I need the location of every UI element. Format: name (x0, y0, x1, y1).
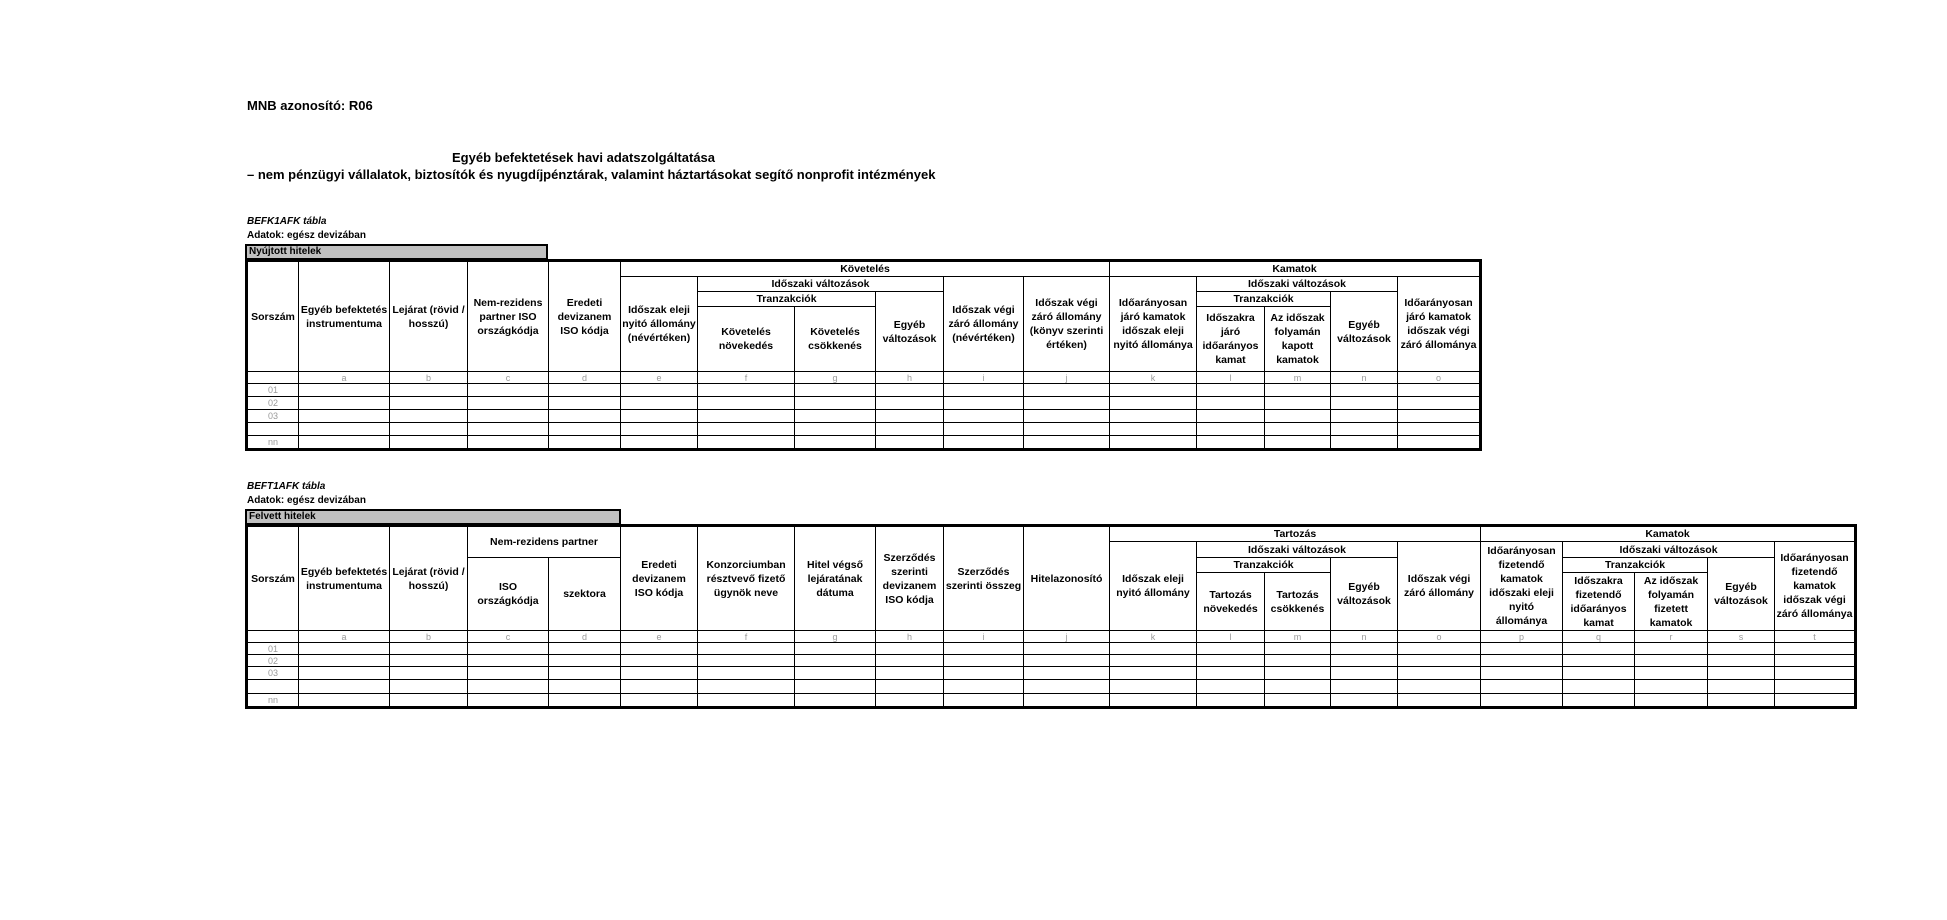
t1-h-csokk: Követelés csökkenés (795, 307, 876, 372)
row-number (247, 680, 299, 694)
t1-h-lejarat: Lejárat (rövid / hosszú) (390, 261, 468, 372)
t2-h-szerz-osszeg: Szerződés szerinti összeg (944, 526, 1024, 631)
table1-label: Nyújtott hitelek (245, 244, 548, 260)
table1-grid (245, 259, 1482, 451)
t1-code-empty (247, 372, 299, 384)
t2-code-cell: d (549, 631, 621, 643)
t1-h-idoszaki: Időszaki változások (698, 277, 944, 292)
t2-h-tartozas: Tartozás (1110, 526, 1481, 542)
row-number: 02 (247, 397, 299, 410)
t2-h-szerz-deviza: Szerződés szerinti devizanem ISO kódja (876, 526, 944, 631)
t2-code-cell: h (876, 631, 944, 643)
t1-h-kamatok: Kamatok (1110, 261, 1481, 277)
t1-h-nyito: Időszak eleji nyitó állomány (névértéken) (621, 277, 698, 372)
t2-h-deviza: Eredeti devizanem ISO kódja (621, 526, 698, 631)
t1-h-kovetel: Követelés (621, 261, 1110, 277)
t2-code-cell: c (468, 631, 549, 643)
row-number: 03 (247, 410, 299, 423)
t1-h-deviza: Eredeti devizanem ISO kódja (549, 261, 621, 372)
t1-code-cell: a (299, 372, 390, 384)
table2-grid (245, 524, 1857, 709)
t1-h-zaro-konyv: Időszak végi záró állomány (könyv szerinti értéken) (1024, 277, 1110, 372)
t2-code-row (247, 631, 1856, 643)
t1-code-cell: m (1265, 372, 1331, 384)
t2-code-cell: t (1775, 631, 1856, 643)
table2-subtitle: Adatok: egész devizában (247, 495, 366, 506)
table-row (247, 410, 1481, 423)
table1-subtitle: Adatok: egész devizában (247, 230, 366, 241)
t1-code-cell: f (698, 372, 795, 384)
row-number (247, 423, 299, 436)
table1-name: BEFK1AFK tábla (247, 216, 327, 227)
t1-code-cell: c (468, 372, 549, 384)
t1-h-kam-kapott: Az időszak folyamán kapott kamatok (1265, 307, 1331, 372)
t2-code-empty (247, 631, 299, 643)
t2-code-cell: r (1635, 631, 1708, 643)
t2-h-idoszaki: Időszaki változások (1197, 542, 1398, 558)
row-number: nn (247, 436, 299, 450)
t2-code-cell: p (1481, 631, 1563, 643)
t1-h-tranz: Tranzakciók (698, 292, 876, 307)
t2-h-kam-idoszaki: Időszaki változások (1563, 542, 1775, 558)
t1-code-cell: d (549, 372, 621, 384)
t2-h-kam-zaro: Időarányosan fizetendő kamatok időszak végi záró állománya (1775, 542, 1856, 631)
t2-h-zaro: Időszak végi záró állomány (1398, 542, 1481, 631)
t1-h-instrument: Egyéb befektetés instrumentuma (299, 261, 390, 372)
page-subtitle: – nem pénzügyi vállalatok, biztosítók és nyugdíjpénztárak, valamint háztartásokat segítő nonprofit intézmények (247, 167, 936, 182)
t1-code-cell: k (1110, 372, 1197, 384)
table-row (247, 643, 1856, 655)
t2-code-cell: e (621, 631, 698, 643)
row-number: 01 (247, 643, 299, 655)
t1-h-kam-zaro: Időarányosan járó kamatok időszak végi záró állománya (1398, 277, 1481, 372)
t1-h-kam-idoszaki: Időszaki változások (1197, 277, 1398, 292)
t2-code-cell: g (795, 631, 876, 643)
t1-code-cell: n (1331, 372, 1398, 384)
t1-code-cell: l (1197, 372, 1265, 384)
mnb-identifier: MNB azonosító: R06 (247, 98, 373, 113)
t1-code-cell: b (390, 372, 468, 384)
t1-h-kam-nyito: Időarányosan járó kamatok időszak eleji nyitó állománya (1110, 277, 1197, 372)
t2-code-cell: o (1398, 631, 1481, 643)
t1-code-cell: o (1398, 372, 1481, 384)
t2-h-iso: ISO országkódja (468, 558, 549, 631)
table-row (247, 667, 1856, 680)
t2-h-konzorc: Konzorciumban résztvevő fizető ügynök neve (698, 526, 795, 631)
t1-h-partner: Nem-rezidens partner ISO országkódja (468, 261, 549, 372)
t2-h-partner: Nem-rezidens partner (468, 526, 621, 558)
t1-code-cell: h (876, 372, 944, 384)
t2-code-cell: k (1110, 631, 1197, 643)
t2-h-hitel-vegso: Hitel végső lejáratának dátuma (795, 526, 876, 631)
t2-h-kamatok: Kamatok (1481, 526, 1856, 542)
table-row (247, 655, 1856, 667)
t2-code-cell: l (1197, 631, 1265, 643)
t1-code-cell: j (1024, 372, 1110, 384)
t2-code-cell: j (1024, 631, 1110, 643)
t2-h-kam-egyeb: Egyéb változások (1708, 558, 1775, 631)
t2-h-sorszam: Sorszám (247, 526, 299, 631)
t1-code-cell: i (944, 372, 1024, 384)
t2-h-kam-fizetendo: Időszakra fizetendő időarányos kamat (1563, 573, 1635, 631)
t2-code-cell: m (1265, 631, 1331, 643)
row-number: 02 (247, 655, 299, 667)
t2-code-cell: q (1563, 631, 1635, 643)
t1-code-row (247, 372, 1481, 384)
t1-h-kam-egyeb: Egyéb változások (1331, 292, 1398, 372)
row-number: 01 (247, 384, 299, 397)
t1-code-cell: e (621, 372, 698, 384)
table-row (247, 384, 1481, 397)
t2-h-szektora: szektora (549, 558, 621, 631)
t1-code-cell: g (795, 372, 876, 384)
t2-h-instrument: Egyéb befektetés instrumentuma (299, 526, 390, 631)
t1-h-sorszam: Sorszám (247, 261, 299, 372)
t2-h-lejarat: Lejárat (rövid / hosszú) (390, 526, 468, 631)
t2-code-cell: a (299, 631, 390, 643)
t2-code-cell: b (390, 631, 468, 643)
t2-h-egyeb: Egyéb változások (1331, 558, 1398, 631)
t2-code-cell: f (698, 631, 795, 643)
t2-h-kam-fizetett: Az időszak folyamán fizetett kamatok (1635, 573, 1708, 631)
table-row (247, 680, 1856, 694)
row-number: 03 (247, 667, 299, 680)
t2-code-cell: n (1331, 631, 1398, 643)
row-number: nn (247, 694, 299, 708)
table2-label: Felvett hitelek (245, 509, 621, 525)
t2-h-kam-tranz: Tranzakciók (1563, 558, 1708, 573)
t2-h-tranz: Tranzakciók (1197, 558, 1331, 573)
t2-h-hitelazon: Hitelazonosító (1024, 526, 1110, 631)
table-row (247, 423, 1481, 436)
t1-h-kam-tranz: Tranzakciók (1197, 292, 1331, 307)
t1-h-egyeb: Egyéb változások (876, 292, 944, 372)
t1-h-zaro-nev: Időszak végi záró állomány (névértéken) (944, 277, 1024, 372)
table-row (247, 694, 1856, 708)
table-row (247, 397, 1481, 410)
t2-code-cell: i (944, 631, 1024, 643)
t1-h-novek: Követelés növekedés (698, 307, 795, 372)
t2-h-csokk: Tartozás csökkenés (1265, 573, 1331, 631)
t1-h-kam-jaro: Időszakra járó időarányos kamat (1197, 307, 1265, 372)
t2-h-nyito: Időszak eleji nyitó állomány (1110, 542, 1197, 631)
table2-name: BEFT1AFK tábla (247, 481, 326, 492)
t2-code-cell: s (1708, 631, 1775, 643)
t2-h-novek: Tartozás növekedés (1197, 573, 1265, 631)
t2-h-kam-nyito: Időarányosan fizetendő kamatok időszaki eleji nyitó állománya (1481, 542, 1563, 631)
table-row (247, 436, 1481, 450)
page-title: Egyéb befektetések havi adatszolgáltatása (452, 150, 716, 165)
